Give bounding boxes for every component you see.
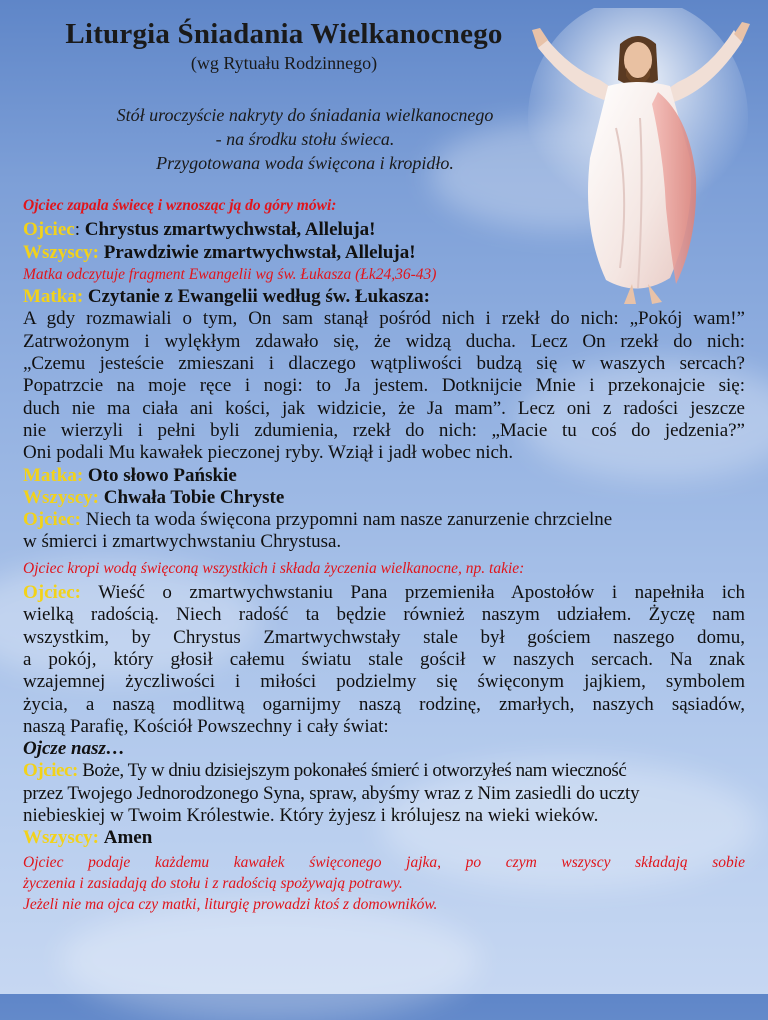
gospel-line: duch nie ma ciała ani kości, jak widzicie, że Ja mam”. Lecz oni z radości jeszcze bbox=[23, 397, 745, 419]
intro-line: Stół uroczyście nakryty do śniadania wielkanocnego bbox=[116, 105, 494, 125]
father-closing-prayer bbox=[23, 760, 745, 827]
line-all-response bbox=[23, 242, 745, 264]
line-father-water-cont: w śmierci i zmartwychwstaniu Chrystusa. bbox=[23, 531, 342, 553]
line-mother-gospel-title bbox=[23, 286, 745, 308]
intro-line: Przygotowana woda święcona i kropidło. bbox=[156, 153, 454, 173]
speaker-all: Wszyscy: bbox=[23, 241, 99, 263]
father-wishes bbox=[23, 582, 745, 738]
rubric-sprinkle: Ojciec kropi wodą święconą wszystkich i składa życzenia wielkanocne, np. takie: bbox=[23, 559, 525, 577]
gospel-line: A gdy rozmawiali o tym, On sam stanął pośród nich i rzekł do nich: „Pokój wam!” bbox=[23, 308, 745, 330]
intro-instructions bbox=[20, 103, 590, 175]
gospel-line: „Czemu jesteście zmieszani i dlaczego wątpliwości budzą się w waszych sercach? bbox=[23, 353, 745, 375]
wishes-line: naszą Parafię, Kościół Powszechny i cały świat: bbox=[23, 715, 389, 737]
rubric-light-candle: Ojciec zapala świecę i wznosząc ją do góry mówi: bbox=[23, 197, 337, 214]
line-all-praise bbox=[23, 487, 745, 509]
rubric-line: Ojciec podaje każdemu kawałek święconego jajka, po czym wszyscy składają sobie bbox=[23, 853, 745, 871]
liturgy-text bbox=[23, 195, 745, 915]
prayer-line: niebieskiej w Twoim Królestwie. Który żyjesz i królujesz na wieki wieków. bbox=[23, 805, 599, 827]
wishes-line: wzajemnej życzliwości i miłości podzielmy się święconym jajkiem, symbolem bbox=[23, 671, 745, 693]
gospel-line: Popatrzcie na moje ręce i nogi: to Ja jestem. Dotknijcie Mnie i przekonajcie się: bbox=[23, 375, 745, 397]
speaker-father: Ojciec: bbox=[23, 509, 82, 531]
line-text: Amen bbox=[103, 827, 153, 849]
line-text: Prawdziwie zmartwychwstał, Alleluja! bbox=[103, 241, 416, 263]
wishes-line: wszystkim, by Chrystus Zmartwychwstały stale był gościem naszego domu, bbox=[23, 626, 745, 648]
page-title: Liturgia Śniadania Wielkanocnego bbox=[65, 18, 503, 50]
wishes-line: a pokój, który głosił całemu światu stale gościł w naszych sercach. Na znak bbox=[23, 648, 745, 670]
rubric-egg-sharing bbox=[23, 852, 745, 894]
speaker-father: Ojciec bbox=[23, 219, 75, 241]
rubric-line: życzenia i zasiadają do stołu i z radością spożywają potrawy. bbox=[23, 874, 403, 892]
speaker-all: Wszyscy: bbox=[23, 827, 99, 849]
gospel-line: Zatrwożonym i wylękłym zdawało się, że widzą ducha. Lecz On rzekł do nich: bbox=[23, 330, 745, 352]
speaker-mother: Matka: bbox=[23, 464, 84, 486]
line-mother-word bbox=[23, 465, 745, 487]
line-text: Czytanie z Ewangelii według św. Łukasza: bbox=[87, 286, 430, 308]
intro-line: - na środku stołu świeca. bbox=[215, 129, 395, 149]
speaker-all: Wszyscy: bbox=[23, 486, 99, 508]
line-text: Chwała Tobie Chryste bbox=[103, 486, 285, 508]
line-text: Chrystus zmartwychwstał, Alleluja! bbox=[84, 219, 376, 241]
speaker-mother: Matka: bbox=[23, 286, 84, 308]
speaker-father: Ojciec: bbox=[23, 760, 78, 782]
line-father-proclamation bbox=[23, 219, 745, 241]
wishes-line: życia, a naszą modlitwą ogarnijmy naszą rodzinę, zmarłych, naszych sąsiadów, bbox=[23, 693, 745, 715]
rubric-gospel: Matka odczytuje fragment Ewangelii wg św. Łukasza (Łk24,36-43) bbox=[23, 265, 437, 283]
rubric-no-parents: Jeżeli nie ma ojca czy matki, liturgię prowadzi ktoś z domowników. bbox=[23, 895, 438, 913]
line-text: Niech ta woda święcona przypomni nam nasze zanurzenie chrzcielne bbox=[85, 509, 613, 531]
page-subtitle: (wg Rytuału Rodzinnego) bbox=[190, 53, 378, 73]
prayer-line: Ojciec: Boże, Ty w dniu dzisiejszym pokonałeś śmierć i otworzyłeś nam wieczność bbox=[23, 760, 627, 782]
our-father-prayer: Ojcze nasz… bbox=[23, 738, 125, 760]
line-text: Oto słowo Pańskie bbox=[87, 464, 237, 486]
speaker-separator: : bbox=[74, 219, 80, 241]
gospel-line: Oni podali Mu kawałek pieczonej ryby. Wziął i jadł wobec nich. bbox=[23, 442, 514, 464]
line-all-amen bbox=[23, 827, 745, 849]
wishes-line: wielką radością. Niech radość ta będzie również naszym udziałem. Życzę nam bbox=[23, 604, 745, 626]
speaker-father: Ojciec: bbox=[23, 582, 82, 604]
prayer-line: przez Twojego Jednorodzonego Syna, spraw, abyśmy wraz z Nim zasiedli do uczty bbox=[23, 782, 640, 804]
gospel-line: nie wierzyli i pełni byli zdumienia, rzekł do nich: „Macie tu coś do jedzenia?” bbox=[23, 419, 745, 441]
line-father-water bbox=[23, 509, 745, 531]
wishes-line: Ojciec: Wieść o zmartwychwstaniu Pana przemieniła Apostołów i napełniła ich bbox=[23, 582, 745, 604]
gospel-passage bbox=[23, 308, 745, 464]
